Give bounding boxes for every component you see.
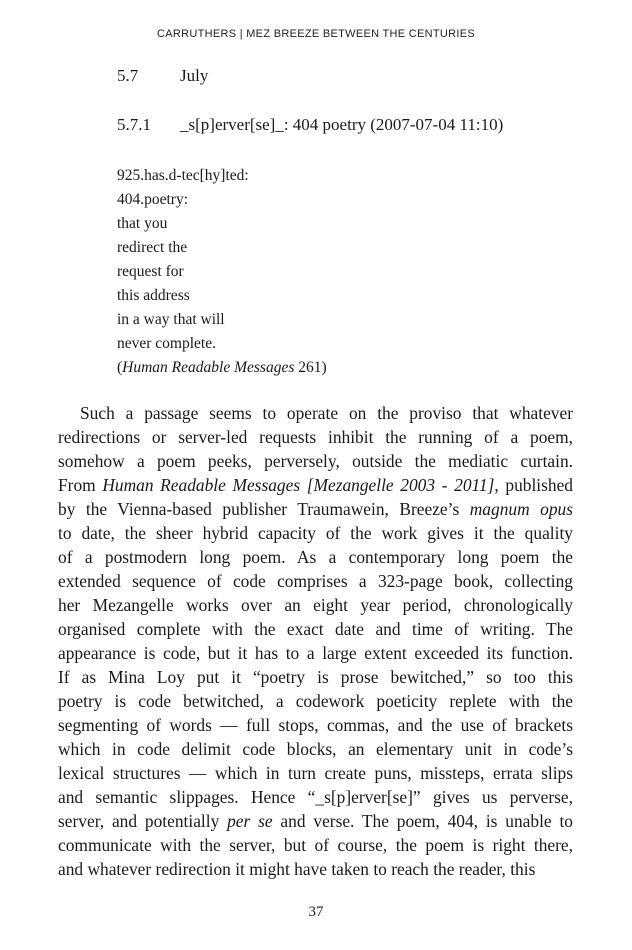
body-line: poetry is code betwitched, a codework poeticity replete with the [58,691,573,711]
poem-block [117,164,327,380]
body-line: which in code delimit code blocks, an elementary unit in code’s [58,739,573,759]
poem-line: that you [117,215,168,232]
body-line: organised complete with the exact date and time of writing. The [58,619,573,639]
body-line: redirections or server-led requests inhibit the running of a poem, [58,427,573,447]
italic-text: Human Readable Messages [Mezangelle 2003 - 2011] [102,475,495,495]
body-line: segmenting of words — full stops, commas, and the use of brackets [58,715,573,735]
poem-line: 404.poetry: [117,191,189,208]
section-number: 5.7 [117,66,139,85]
citation-open: ( [117,359,123,376]
body-line: From Human Readable Messages [Mezangelle 2003 - 2011], published [58,475,573,495]
body-line: If as Mina Loy put it “poetry is prose bewitched,” so too this [58,667,573,687]
body-line: Such a passage seems to operate on the proviso that whatever [80,403,573,423]
poem-line: redirect the [117,239,188,256]
poem-line: in a way that will [117,311,225,328]
poem-line: 925.has.d-tec[hy]ted: [117,167,249,184]
body-line: communicate with the server, but of course, the poem is right there, [58,835,573,855]
italic-text: per se [227,811,273,831]
body-line: her Mezangelle works over an eight year period, chronologically [58,595,573,615]
poem-line: this address [117,287,190,304]
subsection-number: 5.7.1 [117,115,151,134]
poem-line: request for [117,263,184,280]
poem-citation [117,356,327,380]
body-line: extended sequence of code comprises a 323-page book, collecting [58,571,573,591]
body-line: appearance is code, but it has to a large extent exceeded its function. [58,643,573,663]
citation-title: Human Readable Messages [122,359,295,376]
body-paragraph [58,401,573,881]
citation-rest: 261) [294,359,327,376]
running-head: CARRUTHERS | MEZ BREEZE BETWEEN THE CENTURIES [156,28,476,40]
body-line: and whatever redirection it might have taken to reach the reader, this [58,859,536,879]
body-line: server, and potentially per se and verse. The poem, 404, is unable to [58,811,573,831]
body-line: of a postmodern long poem. As a contemporary long poem the [58,547,573,567]
poem-line: never complete. [117,335,216,352]
body-line: lexical structures — which in turn create puns, missteps, errata slips [58,763,573,783]
body-line: by the Vienna-based publisher Traumawein, Breeze’s magnum opus [58,499,573,519]
italic-text: magnum opus [469,499,573,519]
subsection-title: _s[p]erver[se]_: 404 poetry (2007-07-04 11:10) [180,115,504,134]
body-line: somehow a poem peeks, perversely, outside the mediatic curtain. [58,451,573,471]
subsection-heading [117,115,503,135]
section-title: July [180,66,209,85]
body-line: and semantic slippages. Hence “_s[p]erver[se]” gives us perverse, [58,787,573,807]
body-line: to date, the sheer hybrid capacity of the work gives it the quality [58,523,573,543]
page-number: 37 [308,904,324,920]
section-heading [117,66,208,86]
